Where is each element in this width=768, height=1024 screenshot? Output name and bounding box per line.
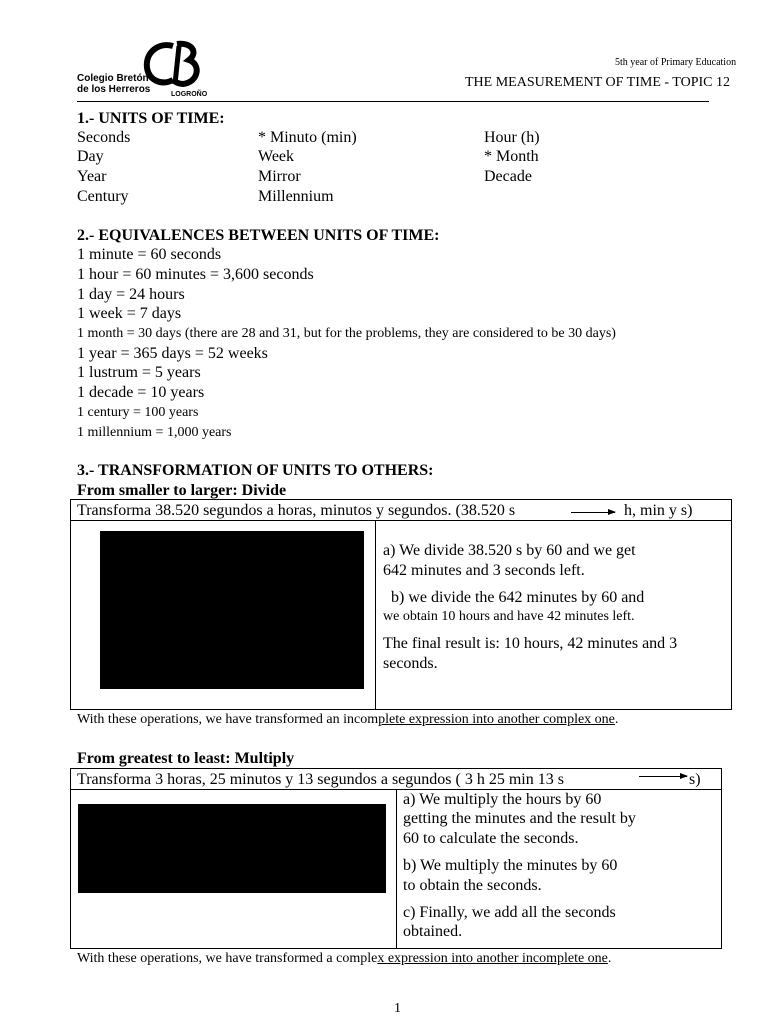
multiply-step-c: c) Finally, we add all the seconds: [403, 904, 616, 921]
divide-table-col-divider: [375, 520, 376, 710]
header-divider: [77, 101, 709, 102]
multiply-step-a: a) We multiply the hours by 60: [403, 791, 602, 808]
multiply-note-text: With these operations, we have transformed a comple: [77, 951, 378, 966]
school-name-line2: de los Herreros: [77, 84, 151, 95]
multiply-step-b: b) We multiply the minutes by 60: [403, 857, 618, 874]
page-number: 1: [394, 1001, 401, 1016]
multiply-note-period: .: [607, 951, 612, 966]
unit-item: Millennium: [258, 188, 334, 205]
multiply-table-prompt: Transforma 3 horas, 25 minutos y 13 segundos a segundos ( 3 h 25 min 13 s: [77, 771, 564, 788]
divide-table-prompt-end: h, min y s): [624, 502, 693, 519]
arrow-icon: [571, 512, 615, 513]
unit-item: Century: [77, 188, 129, 205]
multiply-step-a: 60 to calculate the seconds.: [403, 830, 579, 847]
subsection-multiply-heading: From greatest to least: Multiply: [77, 750, 295, 767]
redacted-image: [78, 804, 386, 893]
divide-note-text: With these operations, we have transformed an incom: [77, 712, 379, 727]
divide-step-a: a) We divide 38.520 s by 60 and we get: [383, 542, 636, 559]
multiply-step-a: getting the minutes and the result by: [403, 810, 636, 827]
divide-note-underlined: plete expression into another complex one: [378, 712, 615, 727]
equivalence-line: 1 hour = 60 minutes = 3,600 seconds: [77, 266, 314, 283]
divide-table-row-divider: [70, 520, 732, 521]
equivalence-line: 1 decade = 10 years: [77, 384, 205, 401]
multiply-step-c: obtained.: [403, 923, 463, 940]
unit-item: * Month: [484, 148, 539, 165]
unit-item: * Minuto (min): [258, 129, 357, 146]
grade-label: 5th year of Primary Education: [615, 57, 737, 68]
arrow-icon: [639, 776, 687, 777]
section3-heading: 3.- TRANSFORMATION OF UNITS TO OTHERS:: [77, 462, 434, 479]
unit-item: Year: [77, 168, 107, 185]
equivalence-line: 1 week = 7 days: [77, 305, 182, 322]
divide-result: The final result is: 10 hours, 42 minutes and 3: [383, 635, 678, 652]
divide-table-prompt: Transforma 38.520 segundos a horas, minutos y segundos. (38.520 s: [77, 502, 516, 519]
equivalence-line: 1 century = 100 years: [77, 405, 199, 420]
unit-item: Day: [77, 148, 104, 165]
multiply-note: [77, 950, 611, 968]
equivalence-line: 1 minute = 60 seconds: [77, 246, 222, 263]
section1-heading: 1.- UNITS OF TIME:: [77, 110, 225, 127]
school-city: LOGROÑO: [171, 91, 208, 98]
unit-item: Seconds: [77, 129, 131, 146]
divide-note-period: .: [614, 712, 619, 727]
equivalence-line: 1 month = 30 days (there are 28 and 31, but for the problems, they are considered to be 30 days): [77, 326, 616, 341]
equivalence-line: 1 millennium = 1,000 years: [77, 425, 232, 440]
page-title: THE MEASUREMENT OF TIME - TOPIC 12: [465, 75, 730, 90]
unit-item: Mirror: [258, 168, 301, 185]
divide-step-b: we obtain 10 hours and have 42 minutes left.: [383, 609, 635, 624]
subsection-divide-heading: From smaller to larger: Divide: [77, 482, 287, 499]
equivalence-line: 1 year = 365 days = 52 weeks: [77, 345, 268, 362]
multiply-table-prompt-end: s): [689, 771, 701, 788]
divide-step-b: b) we divide the 642 minutes by 60 and: [391, 589, 645, 606]
unit-item: Week: [258, 148, 295, 165]
unit-item: Hour (h): [484, 129, 540, 146]
divide-result: seconds.: [383, 655, 438, 672]
redacted-image: [100, 531, 364, 689]
equivalence-line: 1 lustrum = 5 years: [77, 364, 201, 381]
multiply-table-col-divider: [396, 789, 397, 949]
school-logo: [77, 40, 207, 100]
multiply-step-b: to obtain the seconds.: [403, 877, 542, 894]
divide-note: [77, 711, 618, 729]
unit-item: Decade: [484, 168, 532, 185]
section2-heading: 2.- EQUIVALENCES BETWEEN UNITS OF TIME:: [77, 227, 440, 244]
divide-step-a: 642 minutes and 3 seconds left.: [383, 562, 585, 579]
multiply-note-underlined: x expression into another incomplete one: [377, 951, 608, 966]
school-name-line1: Colegio Bretón: [77, 73, 149, 84]
equivalence-line: 1 day = 24 hours: [77, 286, 185, 303]
